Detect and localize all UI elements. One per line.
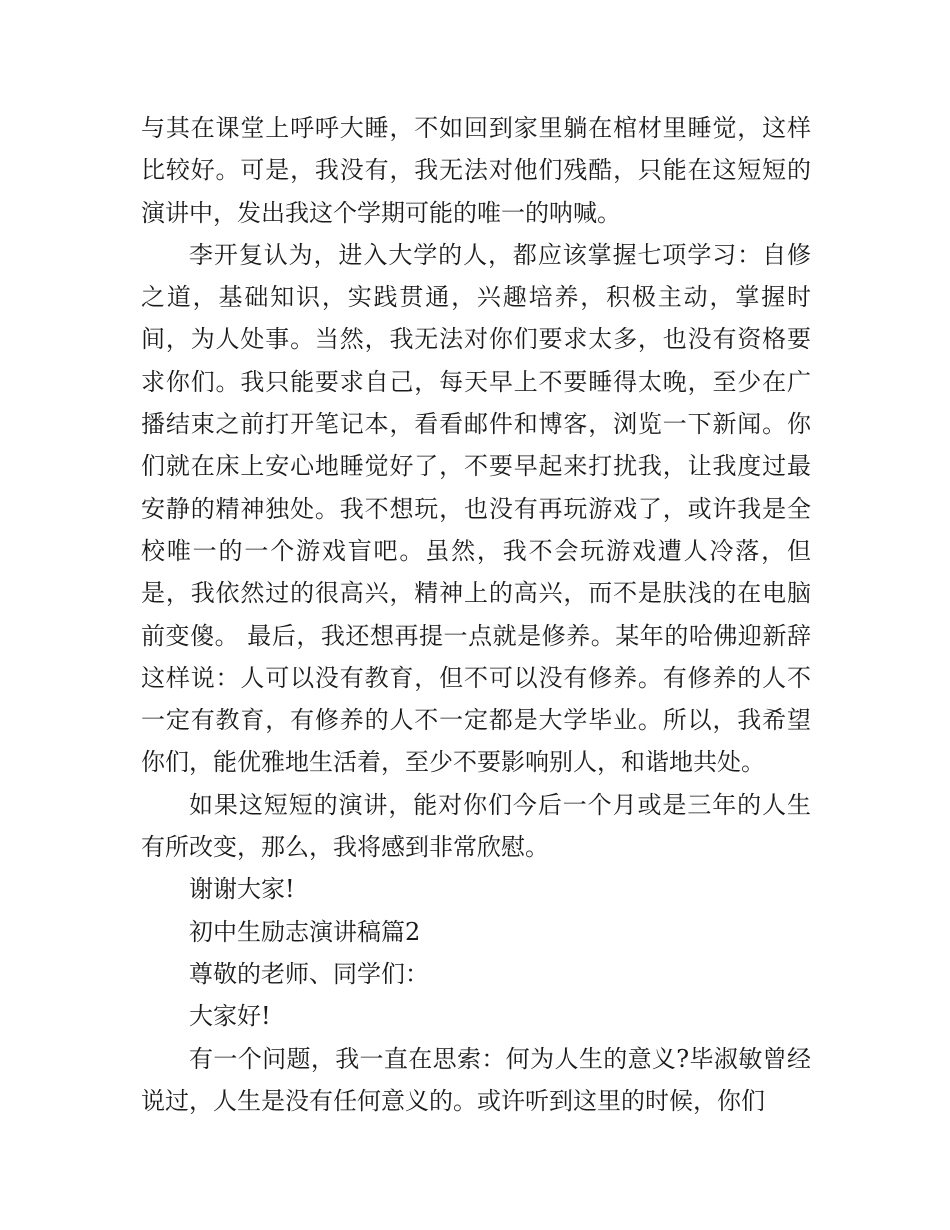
paragraph-3: 如果这短短的演讲，能对你们今后一个月或是三年的人生有所改变，那么，我将感到非常欣慰。: [141, 790, 811, 862]
section-heading: 初中生励志演讲稿篇2: [189, 917, 421, 946]
greeting: 大家好!: [189, 1002, 271, 1031]
paragraph-last: 有一个问题，我一直在思索：何为人生的意义?毕淑敏曾经说过，人生是没有任何意义的。或许听到这里的时候，你们: [141, 1044, 811, 1115]
paragraph-thanks: 谢谢大家!: [189, 875, 295, 904]
document-body: [141, 107, 811, 1122]
paragraph-2: 李开复认为，进入大学的人，都应该掌握七项学习：自修之道，基础知识，实践贯通，兴趣培养，积极主动，掌握时间，为人处事。当然，我无法对你们要求太多，也没有资格要求你们。我只能要求自己，每天早上不要睡得太晚，至少在广播结束之前打开笔记本，看看邮件和博客，浏览一下新闻。你们就在床上安心地睡觉好了，不要早起来打扰我，让我度过最安静的精神独处。我不想玩，也没有再玩游戏了，或许我是全校唯一的一个游戏盲吧。虽然，我不会玩游戏遭人冷落，但是，我依然过的很高兴，精神上的高兴，而不是肤浅的在电脑前变傻。 最后，我还想再提一点就是修养。某年的哈佛迎新辞这样说：人可以没有教育，但不可以没有修养。有修养的人不一定有教育，有修养的人不一定都是大学毕业。所以，我希望你们，能优雅地生活着，至少不要影响别人，和谐地共处。: [141, 240, 811, 777]
salutation: 尊敬的老师、同学们：: [189, 959, 429, 988]
paragraph-1: 与其在课堂上呼呼大睡，不如回到家里躺在棺材里睡觉，这样比较好。可是，我没有，我无法对他们残酷，只能在这短短的演讲中，发出我这个学期可能的唯一的呐喊。: [141, 114, 811, 227]
